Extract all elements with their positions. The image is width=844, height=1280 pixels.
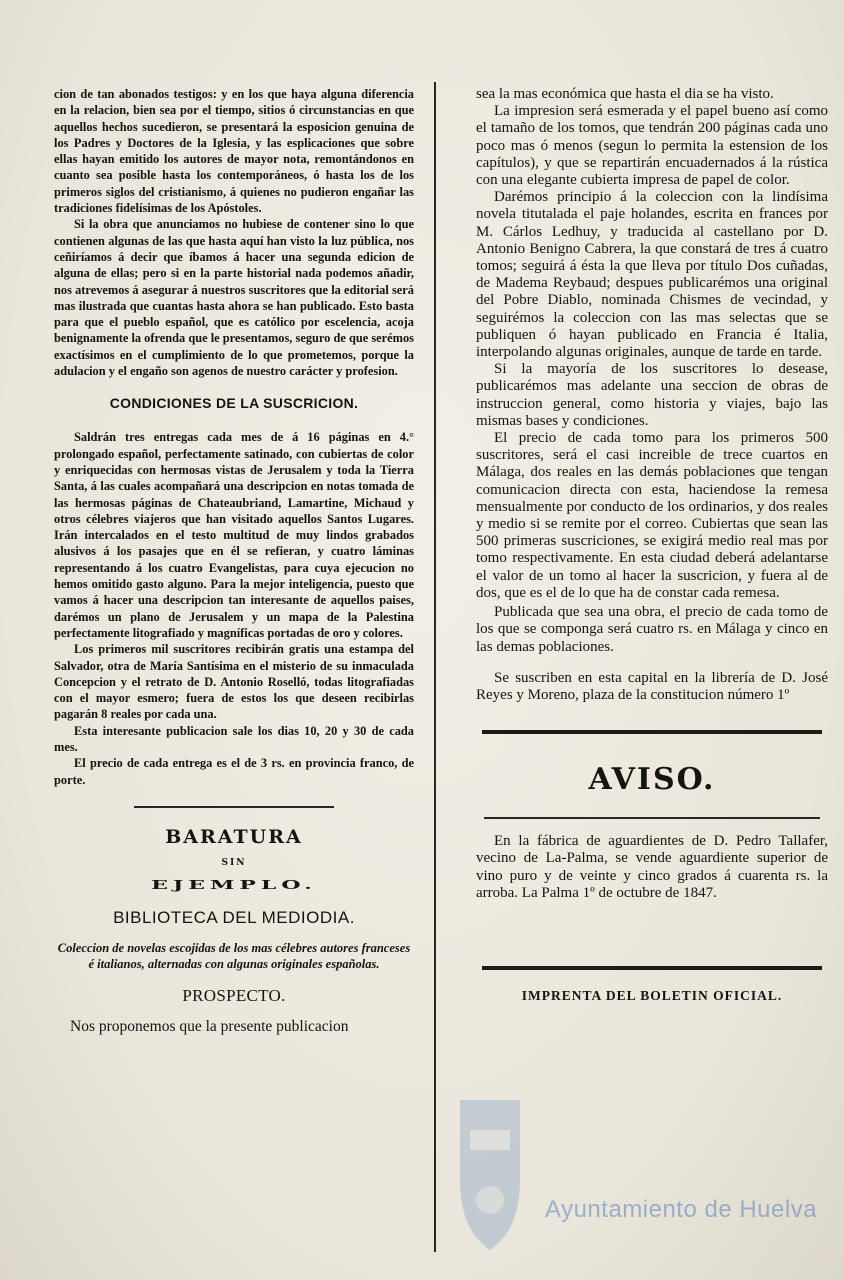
right-column (476, 86, 828, 1004)
condition-3: Esta interesante publicacion sale los dias 10, 20 y 30 de cada mes. (54, 723, 414, 754)
condition-4: El precio de cada entrega es el de 3 rs. en provincia franco, de porte. (54, 756, 414, 787)
coleccion-subtitle: Coleccion de novelas escojidas de los mas célebres autores franceses é italianos, alternadas con algunas originales españolas. (57, 940, 411, 971)
left-last-line: Nos proponemos que la presente publicacion (70, 1017, 349, 1035)
imprenta-footer: IMPRENTA DEL BOLETIN OFICIAL. (521, 987, 783, 1003)
bottom-divider (482, 966, 822, 970)
right-paragraph-2: La impresion será esmerada y el papel bueno así como el tamaño de los tomos, que tendrán 200 páginas cada uno poco mas ó menos (segun lo permita la estension de los capítulos), y que se repartirán encuadernados á la rústica con una elegante cubierta impresa de papel de color. (476, 103, 828, 189)
baratura-heading: BARATURA (165, 825, 303, 848)
right-paragraph-5: El precio de cada tomo para los primeros 500 suscritores, será el casi increible de trece cuartos en Málaga, dos reales en las demás poblaciones que tengan comunicacion directa con esta, haciendose la remesa mensualmente por conducto de los ordinarios, y dos reales y medio si se remite por el correo. Cubiertas que sean las 500 primeras suscriciones, se exigirá medio real mas por tomo respectivamente. En esta ciudad deberá adelantarse el valor de un tomo al hacer la suscricion, y fuera al de dos, que es el de lo que ha de constar cada remesa. (476, 430, 828, 601)
thick-divider (482, 730, 822, 734)
aviso-heading: AVISO. (588, 762, 716, 798)
right-paragraph-7: Se suscriben en esta capital en la librería de D. José Reyes y Moreno, plaza de la constitucion número 1º (476, 669, 828, 703)
sin-word: SIN (221, 857, 247, 868)
biblioteca-title: BIBLIOTECA DEL MEDIODIA. (113, 907, 355, 927)
aviso-text: En la fábrica de aguardientes de D. Pedro Tallafer, vecino de La-Palma, se vende aguardiente superior de vino puro y de veinte y cinco grados á cuarenta rs. la arroba. La Palma 1º de octubre de 1847. (476, 833, 828, 901)
left-paragraph-2: Si la obra que anunciamos no hubiese de contener sino lo que contienen algunas de las que hasta aquí han visto la luz pública, nos ceñiríamos á decir que íbamos á hacer una segunda edicion de alguna de ellas; pero si en la parte historial nada podemos añadir, nos atrevemos á asegurar á nuestros suscritores que la editorial será mas ilustrada que cuantas hasta ahora se han publicado. Esto basta para que el pueblo español, que es católico por escelencia, acoja benignamente la ofrenda que le presentamos, seguro de que serémos exactísimos en el cumplimiento de lo que prometemos, porque la adulacion y el engaño son agenos de nuestro carácter y profesion. (54, 217, 415, 379)
section-divider (134, 806, 334, 808)
condition-1: Saldrán tres entregas cada mes de á 16 páginas en 4.° prolongado español, perfectamente satinado, con cubiertas de color y enriquecidas con hermosas vistas de Jerusalem y toda la Tierra Santa, á las cuales acompañará una descripcion en notas tomada de las hermosas páginas de Chateaubriand, Lamartine, Michaud y otros célebres viajeros que han visitado aquellos Santos Lugares. Irán intercalados en el testo multitud de muy lindos grabados alusivos á los pasajes que en él se refieran, y cuatro láminas representando á los cuatro Evangelistas, para cuya ejecucion no hemos omitido gasto alguno. Para la mejor inteligencia, puesto que vamos á hacer una descripcion tan interesante de aquellos paises, darémos un plano de Jerusalem y un mapa de la Palestina perfectamente litografiado y magníficas portadas de oro y colores. (54, 430, 414, 640)
left-paragraph-1: cion de tan abonados testigos: y en los que haya alguna diferencia en la relacion, bien sea por el tiempo, sitios ó circunstancias en que aquellos hechos sucedieron, se presentará la esposicion genuina de los Padres y Doctores de la Iglesia, y las esplicaciones que sobre ellas hayan emitido los autores de mayor nota, remontándonos en cuanto sea posible hasta los contemporáneos, ó hasta los de los primeros siglos del cristianismo, á quienes no pudieron engañar las tradiciones fidelísimas de los Apóstoles. (54, 87, 414, 216)
right-paragraph-1: sea la mas económica que hasta el dia se ha visto. (476, 86, 774, 102)
condition-2: Los primeros mil suscritores recibirán gratis una estampa del Salvador, otra de María Santísima en el misterio de su inmaculada Concepcion y el retrato de D. Antonio Roselló, todas litografiadas con el mayor esmero; fuera de estos los que deseen recibirlas pagarán 8 reales por cada una. (54, 642, 414, 722)
municipal-seal-watermark (440, 1090, 740, 1260)
column-divider (434, 82, 436, 1252)
prospecto-heading: PROSPECTO. (182, 985, 286, 1005)
watermark-text: Ayuntamiento de Huelva (545, 1196, 818, 1223)
right-paragraph-3: Darémos principio á la coleccion con la lindísima novela titutalada el paje holandes, escrita en frances por M. Cárlos Ledhuy, y traducida al castellano por D. Antonio Benigno Cabrera, la que constará de tres á cuatro tomos; seguirá á ésta la que lleva por título Dos cuñadas, de Madema Reybaud; despues publicarémos una original del Pobre Diablo, nominada Chismes de vecindad, y seguirémos la coleccion con las mas selectas que se publiquen ó hayan publicado en Francia é Italia, interpolando algunas originales, aunque de tarde en tarde. (476, 189, 828, 361)
right-paragraph-4: Si la mayoría de los suscritores lo desease, publicarémos mas adelante una seccion de obras de instruccion general, como historia y viajes, bajo las mismas bases y condiciones. (476, 361, 828, 429)
conditions-heading: CONDICIONES DE LA SUSCRICION. (109, 395, 359, 412)
left-column (54, 86, 414, 1035)
right-paragraph-6: Publicada que sea una obra, el precio de cada tomo de los que se componga será cuatro rs. en Málaga y cinco en las demas poblaciones. (476, 604, 828, 655)
ejemplo-heading: EJEMPLO. (151, 877, 317, 893)
